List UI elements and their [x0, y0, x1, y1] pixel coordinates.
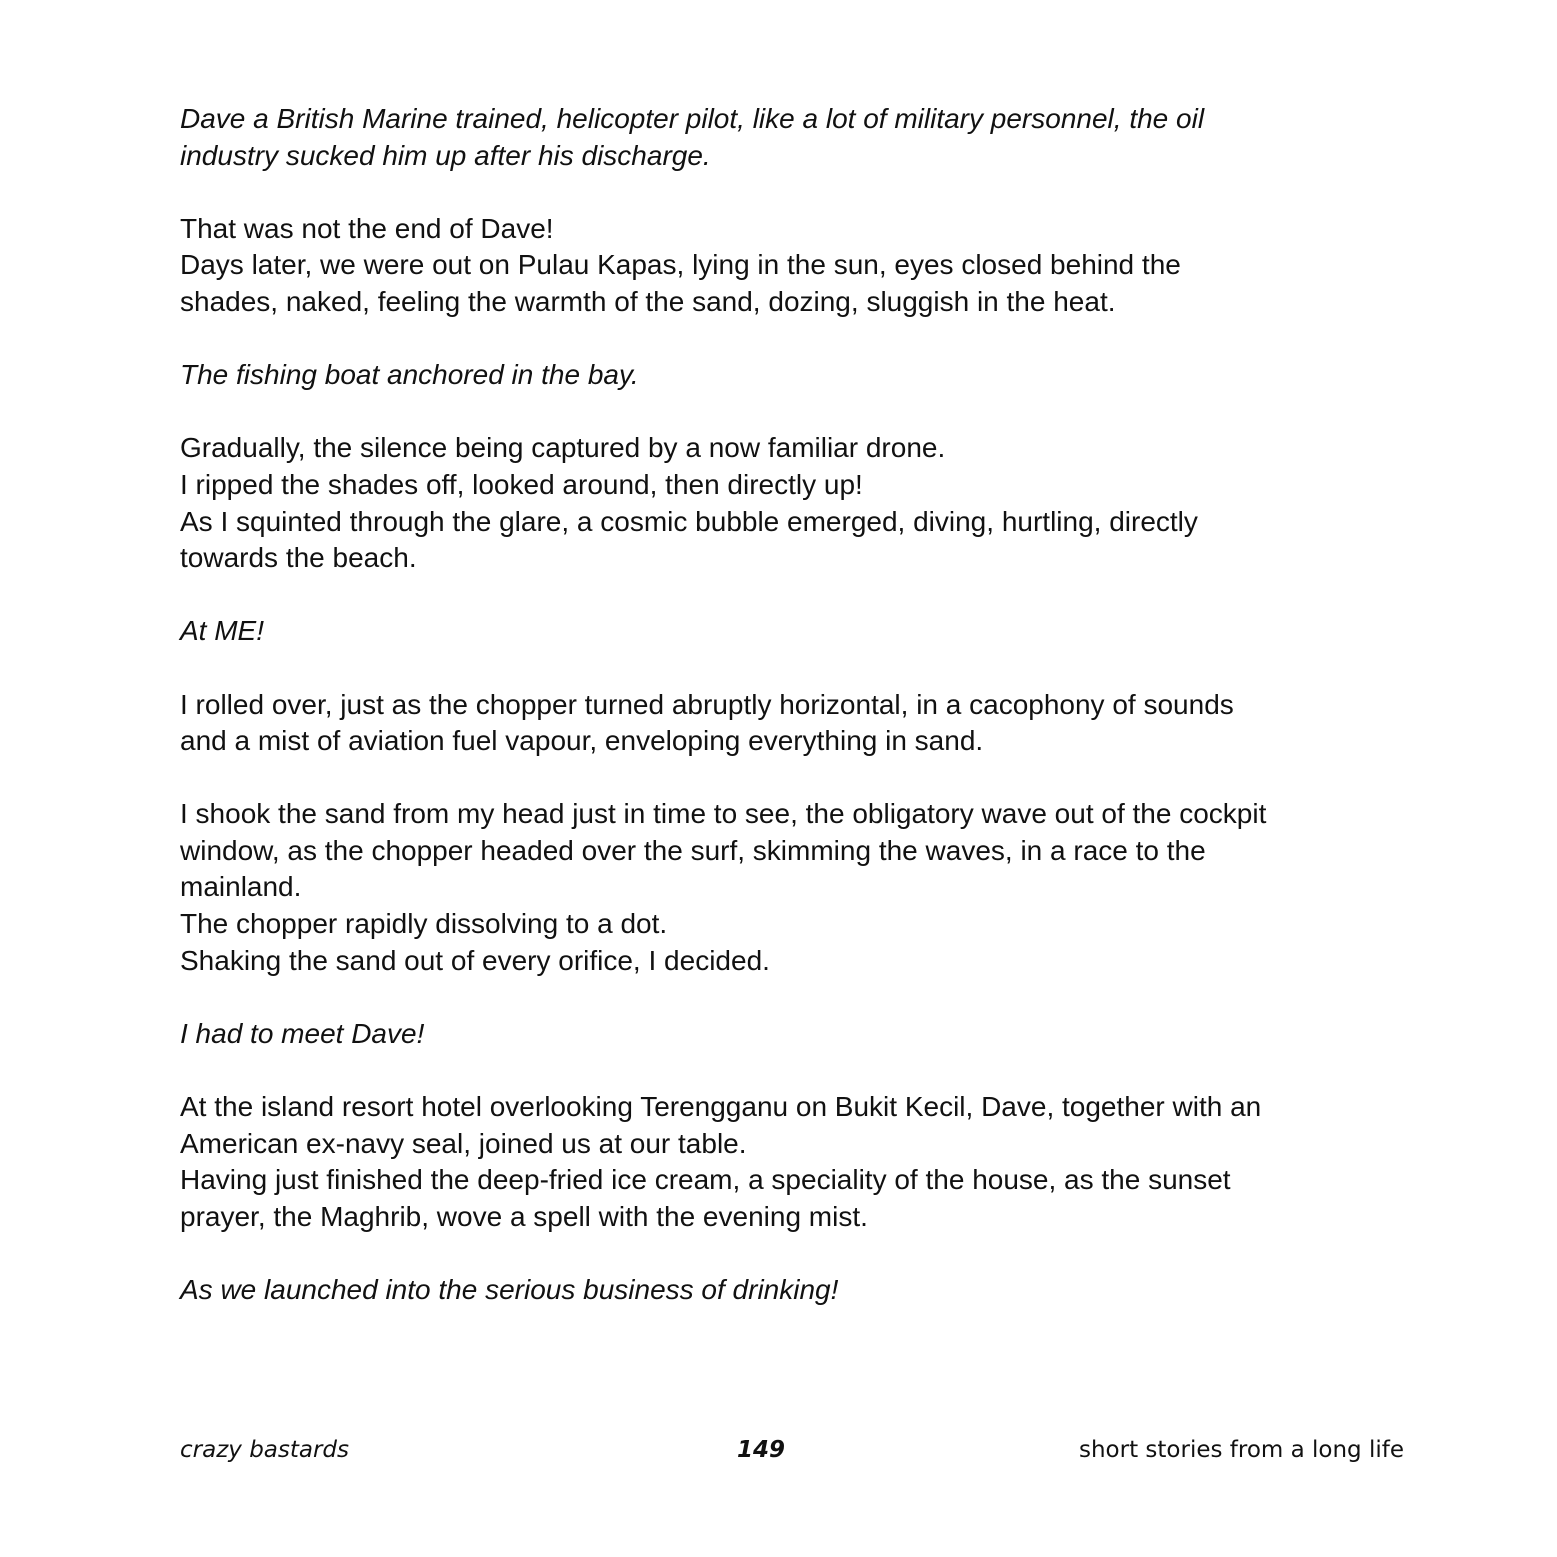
paragraph-spacer [180, 650, 1400, 687]
text-line: As we launched into the serious business of drinking! [180, 1274, 839, 1305]
text-line: Gradually, the silence being captured by a now familiar drone. [180, 432, 946, 464]
paragraph-spacer [180, 321, 1400, 358]
text-line: I rolled over, just as the chopper turned abruptly horizontal, in a cacophony of sounds [180, 688, 1234, 720]
paragraph-spacer [180, 1235, 1400, 1272]
text-line: I shook the sand from my head just in time to see, the obligatory wave out of the cockpit [180, 798, 1267, 830]
text-line: I ripped the shades off, looked around, then directly up! [180, 468, 863, 500]
text-line: mainland. [180, 871, 302, 903]
text-line: The fishing boat anchored in the bay. [180, 359, 639, 391]
text-line: and a mist of aviation fuel vapour, enveloping everything in sand. [180, 725, 984, 757]
text-line: shades, naked, feeling the warmth of the sand, dozing, sluggish in the heat. [180, 285, 1116, 317]
paragraph-drinking [180, 1272, 1400, 1309]
paragraph-fishing-boat [180, 357, 1400, 394]
text-line: At the island resort hotel overlooking Terengganu on Bukit Kecil, Dave, together with an [180, 1091, 1262, 1123]
paragraph-drone [180, 430, 1400, 576]
text-line: Shaking the sand out of every orifice, I decided. [180, 944, 770, 976]
text-line: Days later, we were out on Pulau Kapas, lying in the sun, eyes closed behind the [180, 249, 1181, 281]
text-line: At ME! [180, 615, 265, 647]
paragraph-resort-hotel [180, 1089, 1400, 1235]
paragraph-rolled-over [180, 687, 1400, 760]
text-line: industry sucked him up after his discharge. [180, 139, 711, 171]
paragraph-spacer [180, 394, 1400, 431]
text-line: window, as the chopper headed over the surf, skimming the waves, in a race to the [180, 834, 1206, 866]
text-line: The chopper rapidly dissolving to a dot. [180, 908, 668, 940]
text-line: American ex-navy seal, joined us at our table. [180, 1127, 747, 1159]
paragraph-spacer [180, 174, 1400, 211]
text-line: prayer, the Maghrib, wove a spell with the evening mist. [180, 1200, 868, 1232]
text-line: I had to meet Dave! [180, 1017, 425, 1049]
text-line: Having just finished the deep-fried ice cream, a speciality of the house, as the sunset [180, 1164, 1231, 1196]
footer-page-number: 149 [737, 1437, 786, 1463]
story-text [180, 101, 1400, 1309]
paragraph-at-me [180, 613, 1400, 650]
paragraph-spacer [180, 979, 1400, 1016]
text-line: Dave a British Marine trained, helicopter pilot, like a lot of military personnel, the oil [180, 103, 1205, 134]
paragraph-shook-sand [180, 796, 1400, 979]
paragraph-spacer [180, 577, 1400, 614]
text-line: That was not the end of Dave! [180, 212, 554, 244]
text-line: towards the beach. [180, 542, 417, 574]
paragraph-spacer [180, 1052, 1400, 1089]
text-line: As I squinted through the glare, a cosmic bubble emerged, diving, hurtling, directly [180, 505, 1198, 537]
footer-book-title: crazy bastards [180, 1437, 350, 1463]
paragraph-dave-intro [180, 101, 1400, 174]
paragraph-meet-dave [180, 1016, 1400, 1053]
footer-book-subtitle: short stories from a long life [1079, 1437, 1404, 1463]
paragraph-pulau-kapas [180, 211, 1400, 321]
paragraph-spacer [180, 760, 1400, 797]
